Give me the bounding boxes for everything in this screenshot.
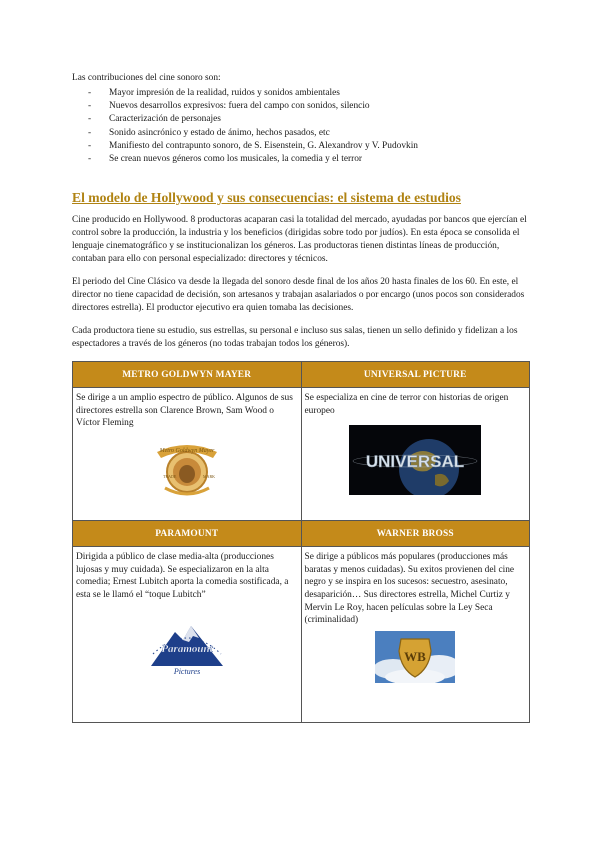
warner-shield-icon [375, 631, 455, 683]
warner-bros-logo [305, 631, 527, 683]
warner-logo-text: WB [404, 648, 427, 664]
mgm-lion-icon [151, 438, 223, 500]
list-item: - Manifiesto del contrapunto sonoro, de S. Eisenstein, G. Alexandrov y V. Pudovkin [88, 140, 530, 153]
studio-cell-mgm [73, 388, 302, 521]
studio-description: Se dirige a un amplio espectro de público. Algunos de sus directores estrella son Clarence Brown, Sam Wood o Víctor Fleming [76, 393, 293, 429]
studio-description: Dirigida a público de clase media-alta (producciones lujosas y muy cuidada). Se especializaron en la alta comedia; Ernest Lubitch aporta la comedia sostificada, a esta se le llamó el “toque Lubitch” [76, 552, 289, 600]
studio-header-universal: UNIVERSAL PICTURE [301, 362, 530, 388]
mgm-motto-right: MARK [202, 474, 215, 479]
universal-logo-text: UNIVERSAL [366, 452, 465, 472]
mgm-motto-left: TRADE [162, 474, 177, 479]
mgm-banner-text: Metro Goldwyn Mayer [159, 448, 215, 454]
list-item: - Se crean nuevos géneros como los musicales, la comedia y el terror [88, 153, 530, 166]
paramount-logo [76, 614, 298, 676]
paragraph: El periodo del Cine Clásico va desde la llegada del sonoro desde final de los años 20 hasta finales de los 60. En este, el director no tiene capacidad de decisión, son artesanos y trabajan asalariados o por encargo (unos pocos son considerados directores estrella). El productor ejecutivo era quien tomaba las decisiones. [72, 277, 525, 314]
studios-table [72, 361, 530, 723]
studio-header-mgm: METRO GOLDWYN MAYER [73, 362, 302, 388]
paragraph: Cada productora tiene su estudio, sus estrellas, su personal e incluso sus salas, tienen un sello definido y fidelizan a los espectadores a través de los géneros (no todas trabajan todos los géneros). [72, 326, 518, 350]
studio-description: Se especializa en cine de terror con historias de origen europeo [304, 393, 509, 416]
studio-cell-warner [301, 547, 530, 723]
universal-logo [305, 425, 527, 495]
paramount-logo-subtext: Pictures [173, 666, 200, 676]
section-heading: El modelo de Hollywood y sus consecuencias: el sistema de estudios [72, 190, 461, 206]
list-item: - Sonido asincrónico y estado de ánimo, hechos pasados, etc [88, 127, 530, 140]
paramount-mountain-icon [147, 614, 227, 676]
studio-cell-universal [301, 388, 530, 521]
studio-header-paramount: PARAMOUNT [73, 521, 302, 547]
studio-header-warner: WARNER BROSS [301, 521, 530, 547]
paragraph: Cine producido en Hollywood. 8 productoras acaparan casi la totalidad del mercado, ayudadas por bancos que ejercían el control sobre la producción, la industria y los beneficios (dirigidas sobre todo por judíos). En esta época se consolida el lenguaje cinematográfico y se institucionalizan los géneros. Las productoras tienen distintas líneas de producción, contaban para ello con personal especializado: directores y técnicos. [72, 215, 527, 265]
document-page [72, 72, 530, 723]
contributions-list [72, 87, 530, 166]
intro-text: Las contribuciones del cine sonoro son: [72, 73, 221, 83]
studio-cell-paramount [73, 547, 302, 723]
studio-description: Se dirige a públicos más populares (producciones más baratas y menos cuidadas). Su exitos provienen del cine negro y se inspira en los sucesos: secuestro, asesinato, desaparición… Sus directores estrella, Michel Curtiz y Mervin Le Roy, hacen películas sobre la Ley Seca (criminalidad) [304, 552, 515, 626]
list-item: - Nuevos desarrollos expresivos: fuera del campo con sonidos, silencio [88, 100, 530, 113]
list-item: - Mayor impresión de la realidad, ruidos y sonidos ambientales [88, 87, 530, 100]
list-item: - Caracterización de personajes [88, 113, 530, 126]
mgm-logo [76, 438, 298, 500]
universal-globe-icon [349, 425, 481, 495]
paramount-logo-text: Paramount [161, 642, 213, 655]
